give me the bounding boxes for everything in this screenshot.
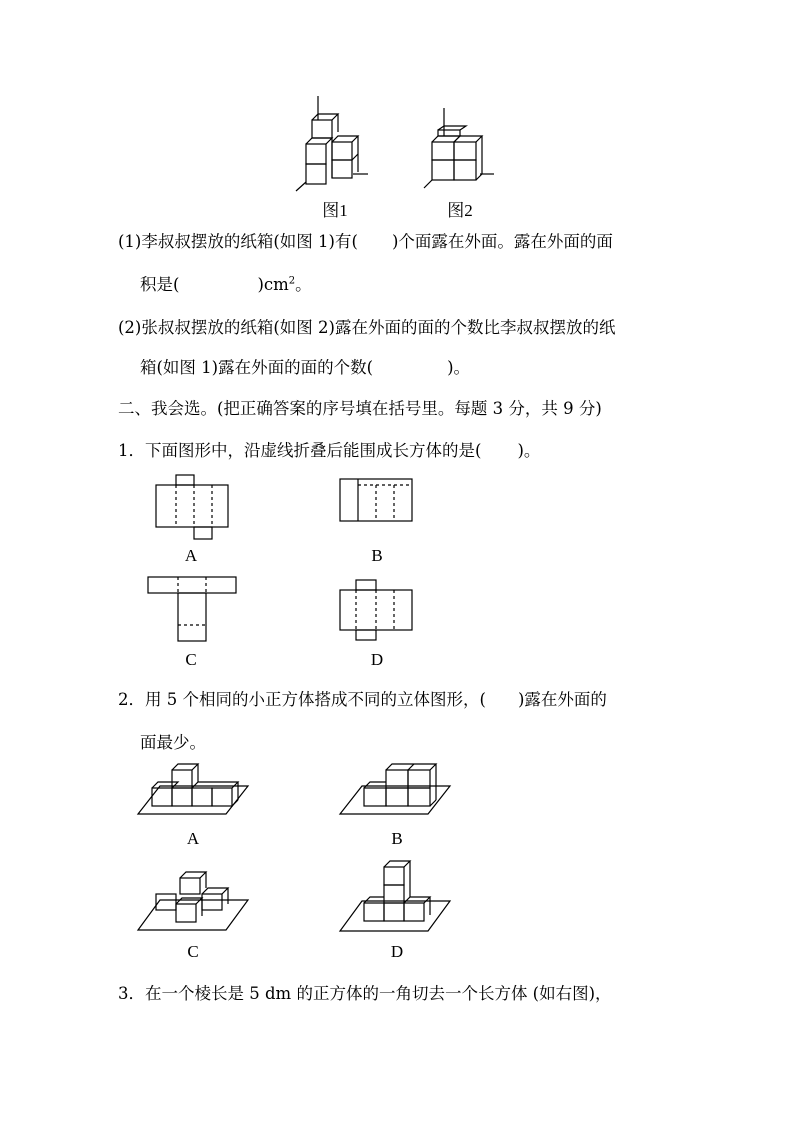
mc-question-3-line1: 3．在一个棱长是 5 dm 的正方体的一角切去一个长方体 (如右图)， [118, 984, 612, 1003]
cube-option-c [138, 870, 250, 934]
figure-1-label: 图1 [322, 201, 348, 220]
question-1-part1-line1: (1)李叔叔摆放的纸箱(如图 1)有( )个面露在外面。露在外面的面 [118, 232, 613, 251]
question-1-part2-line1: (2)张叔叔摆放的纸箱(如图 2)露在外面的面的个数比李叔叔摆放的纸 [118, 318, 616, 337]
cube-option-b [340, 760, 452, 820]
figure-1-cubes [296, 96, 376, 196]
cube-option-d-label: D [390, 942, 404, 961]
question-1-part2-line2: 箱(如图 1)露在外面的面的个数( )。 [140, 358, 470, 377]
cube-option-d [340, 857, 452, 937]
net-option-d [340, 578, 420, 644]
mc-question-2-line2: 面最少。 [140, 733, 206, 752]
cube-option-b-label: B [391, 829, 403, 848]
cube-option-c-label: C [187, 942, 199, 961]
section-2-heading: 二、我会选。(把正确答案的序号填在括号里。每题 3 分，共 9 分) [118, 399, 602, 418]
net-option-a-label: A [184, 546, 198, 565]
net-option-d-label: D [370, 650, 384, 669]
net-option-b-label: B [371, 546, 383, 565]
mc-question-2-line1: 2．用 5 个相同的小正方体搭成不同的立体图形，( )露在外面的 [118, 690, 607, 709]
net-option-b [340, 479, 420, 529]
figure-2-label: 图2 [447, 201, 473, 220]
net-option-c-label: C [185, 650, 197, 669]
net-option-c [148, 577, 240, 647]
cube-option-a [138, 760, 250, 820]
mc-question-1: 1．下面图形中，沿虚线折叠后能围成长方体的是( )。 [118, 441, 541, 460]
question-1-part1-line2: 积是( )$cm^2$。 [140, 275, 312, 294]
cube-option-a-label: A [186, 829, 200, 848]
figure-2-cubes [424, 108, 504, 198]
net-option-a [156, 473, 236, 543]
